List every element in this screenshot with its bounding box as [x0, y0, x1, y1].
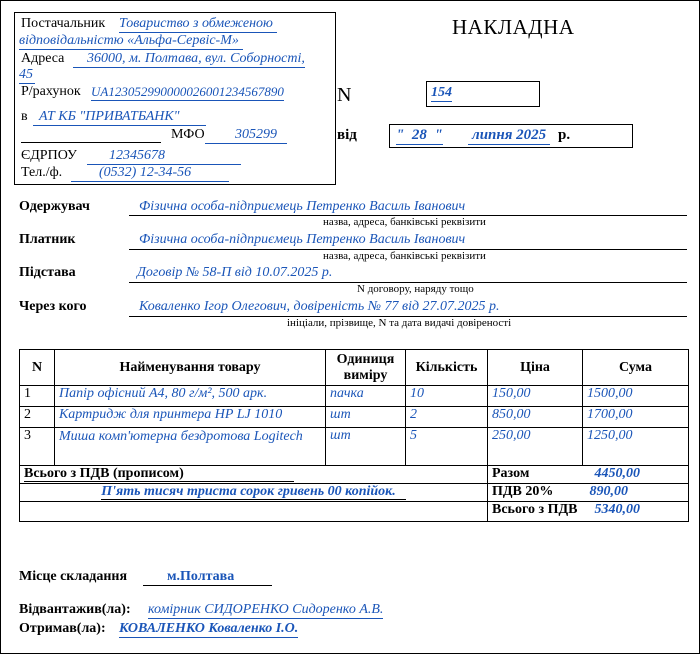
col-unit-line2: виміру	[343, 367, 388, 383]
invoice-number: 154	[431, 85, 452, 100]
row-unit: шт	[326, 407, 406, 428]
supplier-bank: АТ КБ "ПРИВАТБАНК"	[33, 109, 206, 126]
col-unit-line1: Одиниця	[336, 351, 395, 367]
row-n: 2	[20, 407, 55, 428]
col-price: Ціна	[488, 350, 583, 386]
bank-prefix: в	[21, 109, 28, 124]
date-box	[389, 124, 633, 148]
invoice-month-year: липня 2025	[468, 127, 550, 145]
col-unit	[326, 350, 406, 386]
supplier-name-line1: Товариство з обмеженою	[119, 16, 277, 33]
basis-value: Договір № 58-П від 10.07.2025 р.	[137, 265, 333, 280]
subtotal-label: Разом	[492, 466, 530, 481]
document-title: НАКЛАДНА	[452, 15, 575, 39]
subtotal-value: 4450,00	[594, 466, 640, 481]
row-name: Миша комп'ютерна бездротова Logitech	[55, 428, 326, 466]
payer-value: Фізична особа-підприємець Петренко Василь Іванович	[139, 232, 466, 247]
address-label: Адреса	[21, 51, 65, 66]
row-price: 150,00	[488, 386, 583, 407]
date-label: від	[337, 127, 357, 143]
place-label: Місце складання	[19, 569, 128, 584]
via-value: Коваленко Ігор Олегович, довіреність № 77 від 27.07.2025 р.	[139, 299, 500, 314]
table-row	[20, 386, 689, 407]
supplier-phone: (0532) 12-34-56	[71, 165, 229, 182]
total-words: П'ять тисяч триста сорок гривень 00 копійок.	[101, 484, 406, 500]
row-qty: 5	[406, 428, 488, 466]
invoice-day: 28	[411, 127, 427, 143]
supplier-box	[14, 12, 336, 185]
year-suffix: р.	[558, 127, 571, 143]
row-name: Папір офісний А4, 80 г/м², 500 арк.	[55, 386, 326, 407]
total-words-cell	[20, 484, 488, 502]
supplier-address-line2: 45	[19, 67, 33, 82]
total-value: 5340,00	[594, 502, 640, 517]
payer-label: Платник	[19, 232, 76, 247]
via-label: Через кого	[19, 299, 87, 314]
row-price: 850,00	[488, 407, 583, 428]
table-row	[20, 407, 689, 428]
via-hint: ініціали, прізвище, N та дата видачі довіреності	[287, 317, 512, 329]
recipient-label: Одержувач	[19, 199, 90, 214]
total-words-label: Всього з ПДВ (прописом)	[20, 466, 488, 484]
shipped-value: комірник СИДОРЕНКО Сидоренко А.В.	[148, 602, 384, 617]
col-name: Найменування товару	[55, 350, 326, 386]
col-qty: Кількість	[406, 350, 488, 386]
row-qty: 10	[406, 386, 488, 407]
col-n: N	[20, 350, 55, 386]
col-sum: Сума	[583, 350, 689, 386]
supplier-name-line2: відповідальністю «Альфа-Сервіс-М»	[19, 33, 243, 50]
supplier-account: UA123052990000026001234567890	[91, 84, 284, 99]
basis-hint: N договору, наряду тощо	[357, 283, 474, 295]
row-n: 1	[20, 386, 55, 407]
vat-value: 890,00	[589, 484, 628, 499]
row-unit: пачка	[326, 386, 406, 407]
table-row	[20, 428, 689, 466]
subtotal-cell	[488, 466, 689, 484]
total-cell	[488, 502, 689, 522]
payer-hint: назва, адреса, банківські реквізити	[323, 250, 486, 262]
total-label: Всього з ПДВ	[492, 502, 578, 517]
supplier-label: Постачальник	[21, 16, 106, 31]
row-price: 250,00	[488, 428, 583, 466]
recipient-hint: назва, адреса, банківські реквізити	[323, 216, 486, 228]
vat-cell	[488, 484, 689, 502]
supplier-edrpou: 12345678	[87, 148, 241, 165]
received-value: КОВАЛЕНКО Коваленко І.О.	[119, 621, 299, 636]
date-day-group: " 28 "	[396, 127, 443, 143]
place-value: м.Полтава	[143, 569, 272, 586]
phone-label: Тел./ф.	[21, 165, 63, 180]
blank-cell	[20, 502, 488, 522]
number-box	[426, 81, 540, 107]
vat-label: ПДВ 20%	[492, 484, 554, 499]
row-unit: шт	[326, 428, 406, 466]
basis-label: Підстава	[19, 265, 76, 280]
row-qty: 2	[406, 407, 488, 428]
total-row	[20, 502, 689, 522]
number-label: N	[337, 84, 352, 106]
account-label: Р/рахунок	[21, 84, 81, 99]
row-sum: 1500,00	[583, 386, 689, 407]
row-n: 3	[20, 428, 55, 466]
recipient-value: Фізична особа-підприємець Петренко Василь Іванович	[139, 199, 466, 214]
subtotal-row	[20, 466, 689, 484]
vat-row	[20, 484, 689, 502]
edrpou-label: ЄДРПОУ	[21, 148, 77, 163]
mfo-label: МФО	[171, 127, 205, 142]
row-name: Картридж для принтера HP LJ 1010	[55, 407, 326, 428]
row-sum: 1250,00	[583, 428, 689, 466]
goods-table	[19, 349, 689, 522]
shipped-label: Відвантажив(ла):	[19, 602, 131, 617]
received-label: Отримав(ла):	[19, 621, 106, 636]
row-sum: 1700,00	[583, 407, 689, 428]
supplier-address-line1: 36000, м. Полтава, вул. Соборності,	[73, 51, 305, 68]
supplier-mfo: 305299	[205, 127, 287, 144]
table-header-row	[20, 350, 689, 386]
